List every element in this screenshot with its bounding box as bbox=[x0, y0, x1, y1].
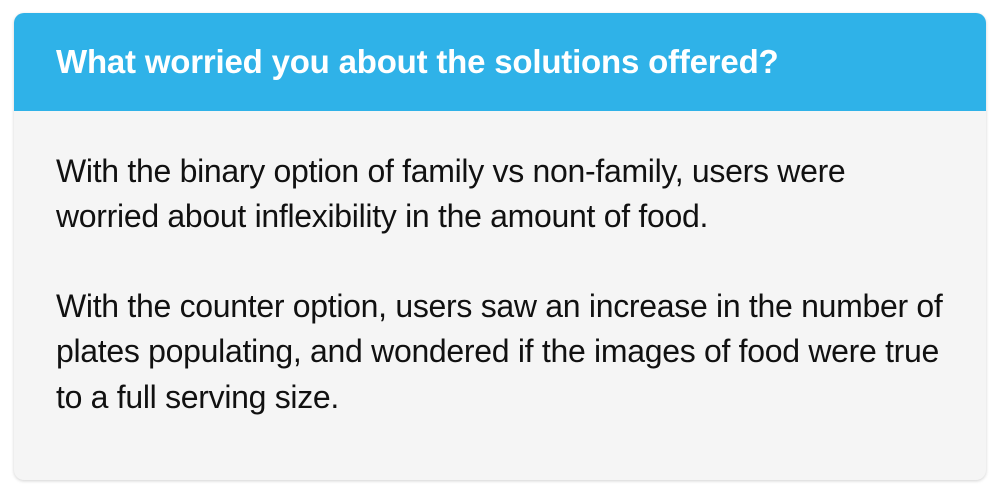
body-paragraph-2: With the counter option, users saw an increase in the number of plates populating, and wondered if the images of food were true to a full serving size. bbox=[56, 287, 943, 415]
card-header bbox=[14, 13, 986, 111]
page-title: What worried you about the solutions offered? bbox=[56, 43, 779, 80]
body-paragraph-1: With the binary option of family vs non-family, users were worried about inflexibility in the amount of food. bbox=[56, 153, 846, 235]
card-body bbox=[14, 111, 986, 420]
insight-card bbox=[14, 13, 986, 480]
